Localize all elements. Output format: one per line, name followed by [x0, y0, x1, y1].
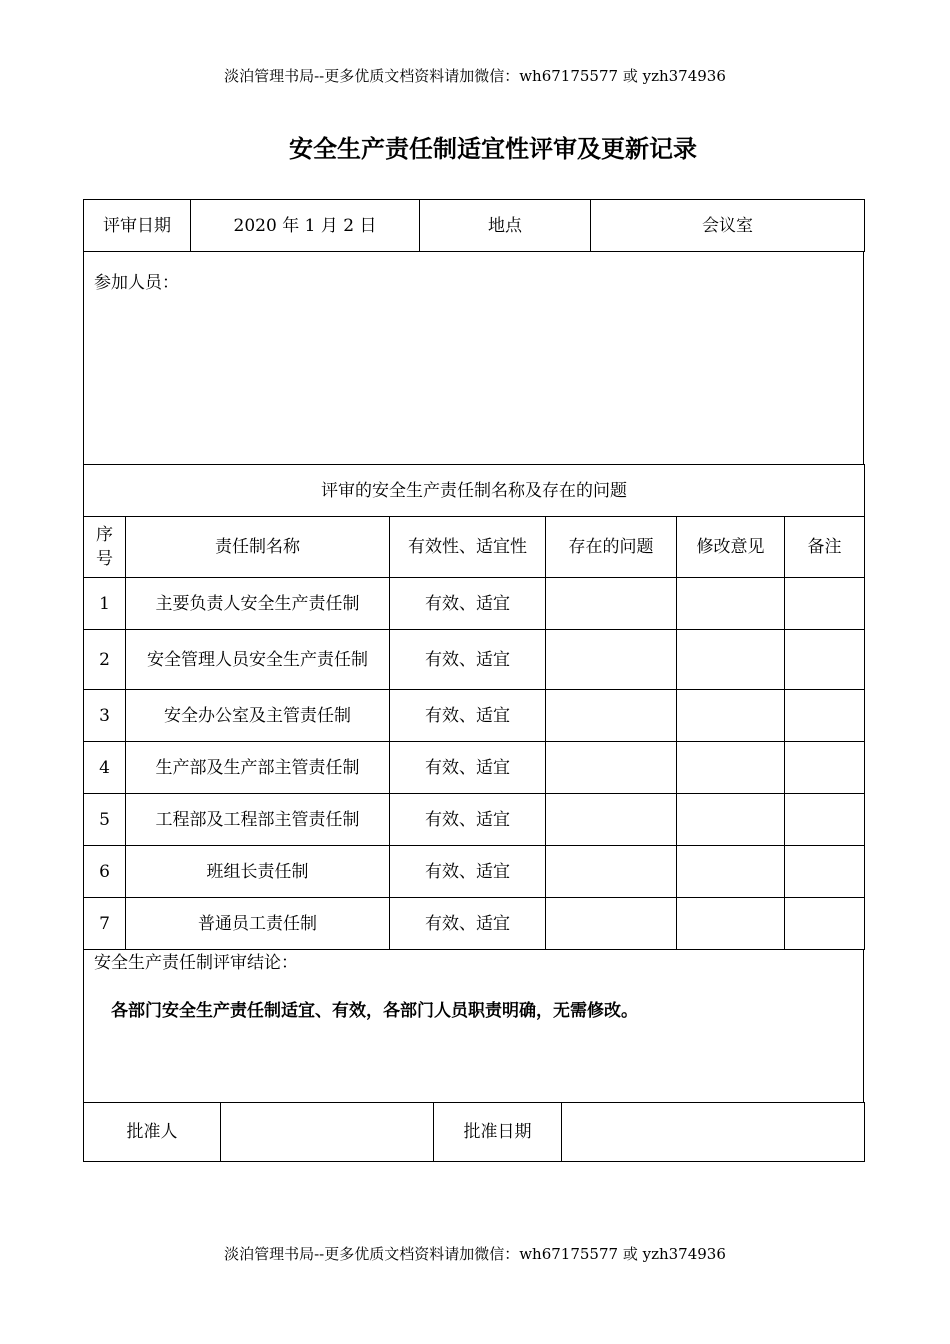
- cell-suggestions: [677, 794, 785, 846]
- table-row: [84, 846, 865, 898]
- cell-suggestions: [677, 630, 785, 690]
- col-header-validity: 有效性、适宜性: [390, 517, 546, 578]
- col-header-suggestions: 修改意见: [677, 517, 785, 578]
- cell-no: 4: [84, 742, 126, 794]
- cell-suggestions: [677, 742, 785, 794]
- conclusion-text: 各部门安全生产责任制适宜、有效，各部门人员职责明确，无需修改。: [111, 1001, 638, 1021]
- cell-issues: [546, 742, 677, 794]
- cell-remarks: [785, 578, 865, 630]
- cell-name: 班组长责任制: [126, 846, 390, 898]
- col-header-name: 责任制名称: [126, 517, 390, 578]
- cell-issues: [546, 690, 677, 742]
- cell-validity: 有效、适宜: [390, 690, 546, 742]
- table-row: [84, 690, 865, 742]
- approval-date-label: 批准日期: [434, 1103, 562, 1162]
- cell-issues: [546, 630, 677, 690]
- cell-no: 2: [84, 630, 126, 690]
- cell-no: 5: [84, 794, 126, 846]
- cell-suggestions: [677, 578, 785, 630]
- cell-issues: [546, 846, 677, 898]
- page-title: 安全生产责任制适宜性评审及更新记录: [289, 135, 697, 163]
- cell-name: 工程部及工程部主管责任制: [126, 794, 390, 846]
- review-info-table: [83, 199, 865, 252]
- table-row: [84, 630, 865, 690]
- cell-name: 普通员工责任制: [126, 898, 390, 950]
- review-date-value: 2020 年 1 月 2 日: [191, 200, 420, 252]
- cell-remarks: [785, 898, 865, 950]
- table-row: [84, 578, 865, 630]
- cell-issues: [546, 794, 677, 846]
- cell-name: 生产部及生产部主管责任制: [126, 742, 390, 794]
- location-value: 会议室: [591, 200, 865, 252]
- cell-remarks: [785, 846, 865, 898]
- cell-suggestions: [677, 898, 785, 950]
- cell-no: 1: [84, 578, 126, 630]
- cell-validity: 有效、适宜: [390, 794, 546, 846]
- cell-suggestions: [677, 846, 785, 898]
- col-header-no: 序号: [84, 517, 126, 578]
- review-table: [83, 464, 865, 950]
- header-note: 淡泊管理书局--更多优质文档资料请加微信：wh67175577 或 yzh374936: [224, 67, 726, 85]
- col-header-issues: 存在的问题: [546, 517, 677, 578]
- cell-issues: [546, 578, 677, 630]
- cell-name: 安全办公室及主管责任制: [126, 690, 390, 742]
- cell-no: 7: [84, 898, 126, 950]
- approval-section: [83, 1102, 864, 1162]
- cell-remarks: [785, 742, 865, 794]
- approver-value: [221, 1103, 434, 1162]
- cell-validity: 有效、适宜: [390, 578, 546, 630]
- participants-label: 参加人员：: [94, 273, 179, 293]
- cell-suggestions: [677, 690, 785, 742]
- approval-row: [84, 1103, 865, 1162]
- cell-validity: 有效、适宜: [390, 898, 546, 950]
- footer-note: 淡泊管理书局--更多优质文档资料请加微信：wh67175577 或 yzh374936: [224, 1245, 726, 1263]
- cell-remarks: [785, 794, 865, 846]
- cell-no: 3: [84, 690, 126, 742]
- cell-remarks: [785, 690, 865, 742]
- location-label: 地点: [420, 200, 591, 252]
- review-table-section: [83, 464, 864, 950]
- cell-issues: [546, 898, 677, 950]
- cell-no: 6: [84, 846, 126, 898]
- table-row: [84, 898, 865, 950]
- cell-validity: 有效、适宜: [390, 846, 546, 898]
- table-row: [84, 742, 865, 794]
- review-date-label: 评审日期: [84, 200, 191, 252]
- cell-name: 安全管理人员安全生产责任制: [126, 630, 390, 690]
- participants-box: [83, 251, 864, 464]
- section-title-row: [84, 465, 865, 517]
- col-header-remarks: 备注: [785, 517, 865, 578]
- approval-date-value: [562, 1103, 865, 1162]
- approver-label: 批准人: [84, 1103, 221, 1162]
- table-row: [84, 794, 865, 846]
- approval-table: [83, 1102, 865, 1162]
- cell-validity: 有效、适宜: [390, 630, 546, 690]
- review-info-row: [84, 200, 865, 252]
- conclusion-label: 安全生产责任制评审结论：: [94, 953, 298, 973]
- review-info-section: [83, 199, 864, 252]
- cell-validity: 有效、适宜: [390, 742, 546, 794]
- conclusion-box: [83, 949, 864, 1102]
- section-title: 评审的安全生产责任制名称及存在的问题: [84, 465, 865, 517]
- cell-remarks: [785, 630, 865, 690]
- cell-name: 主要负责人安全生产责任制: [126, 578, 390, 630]
- table-header-row: [84, 517, 865, 578]
